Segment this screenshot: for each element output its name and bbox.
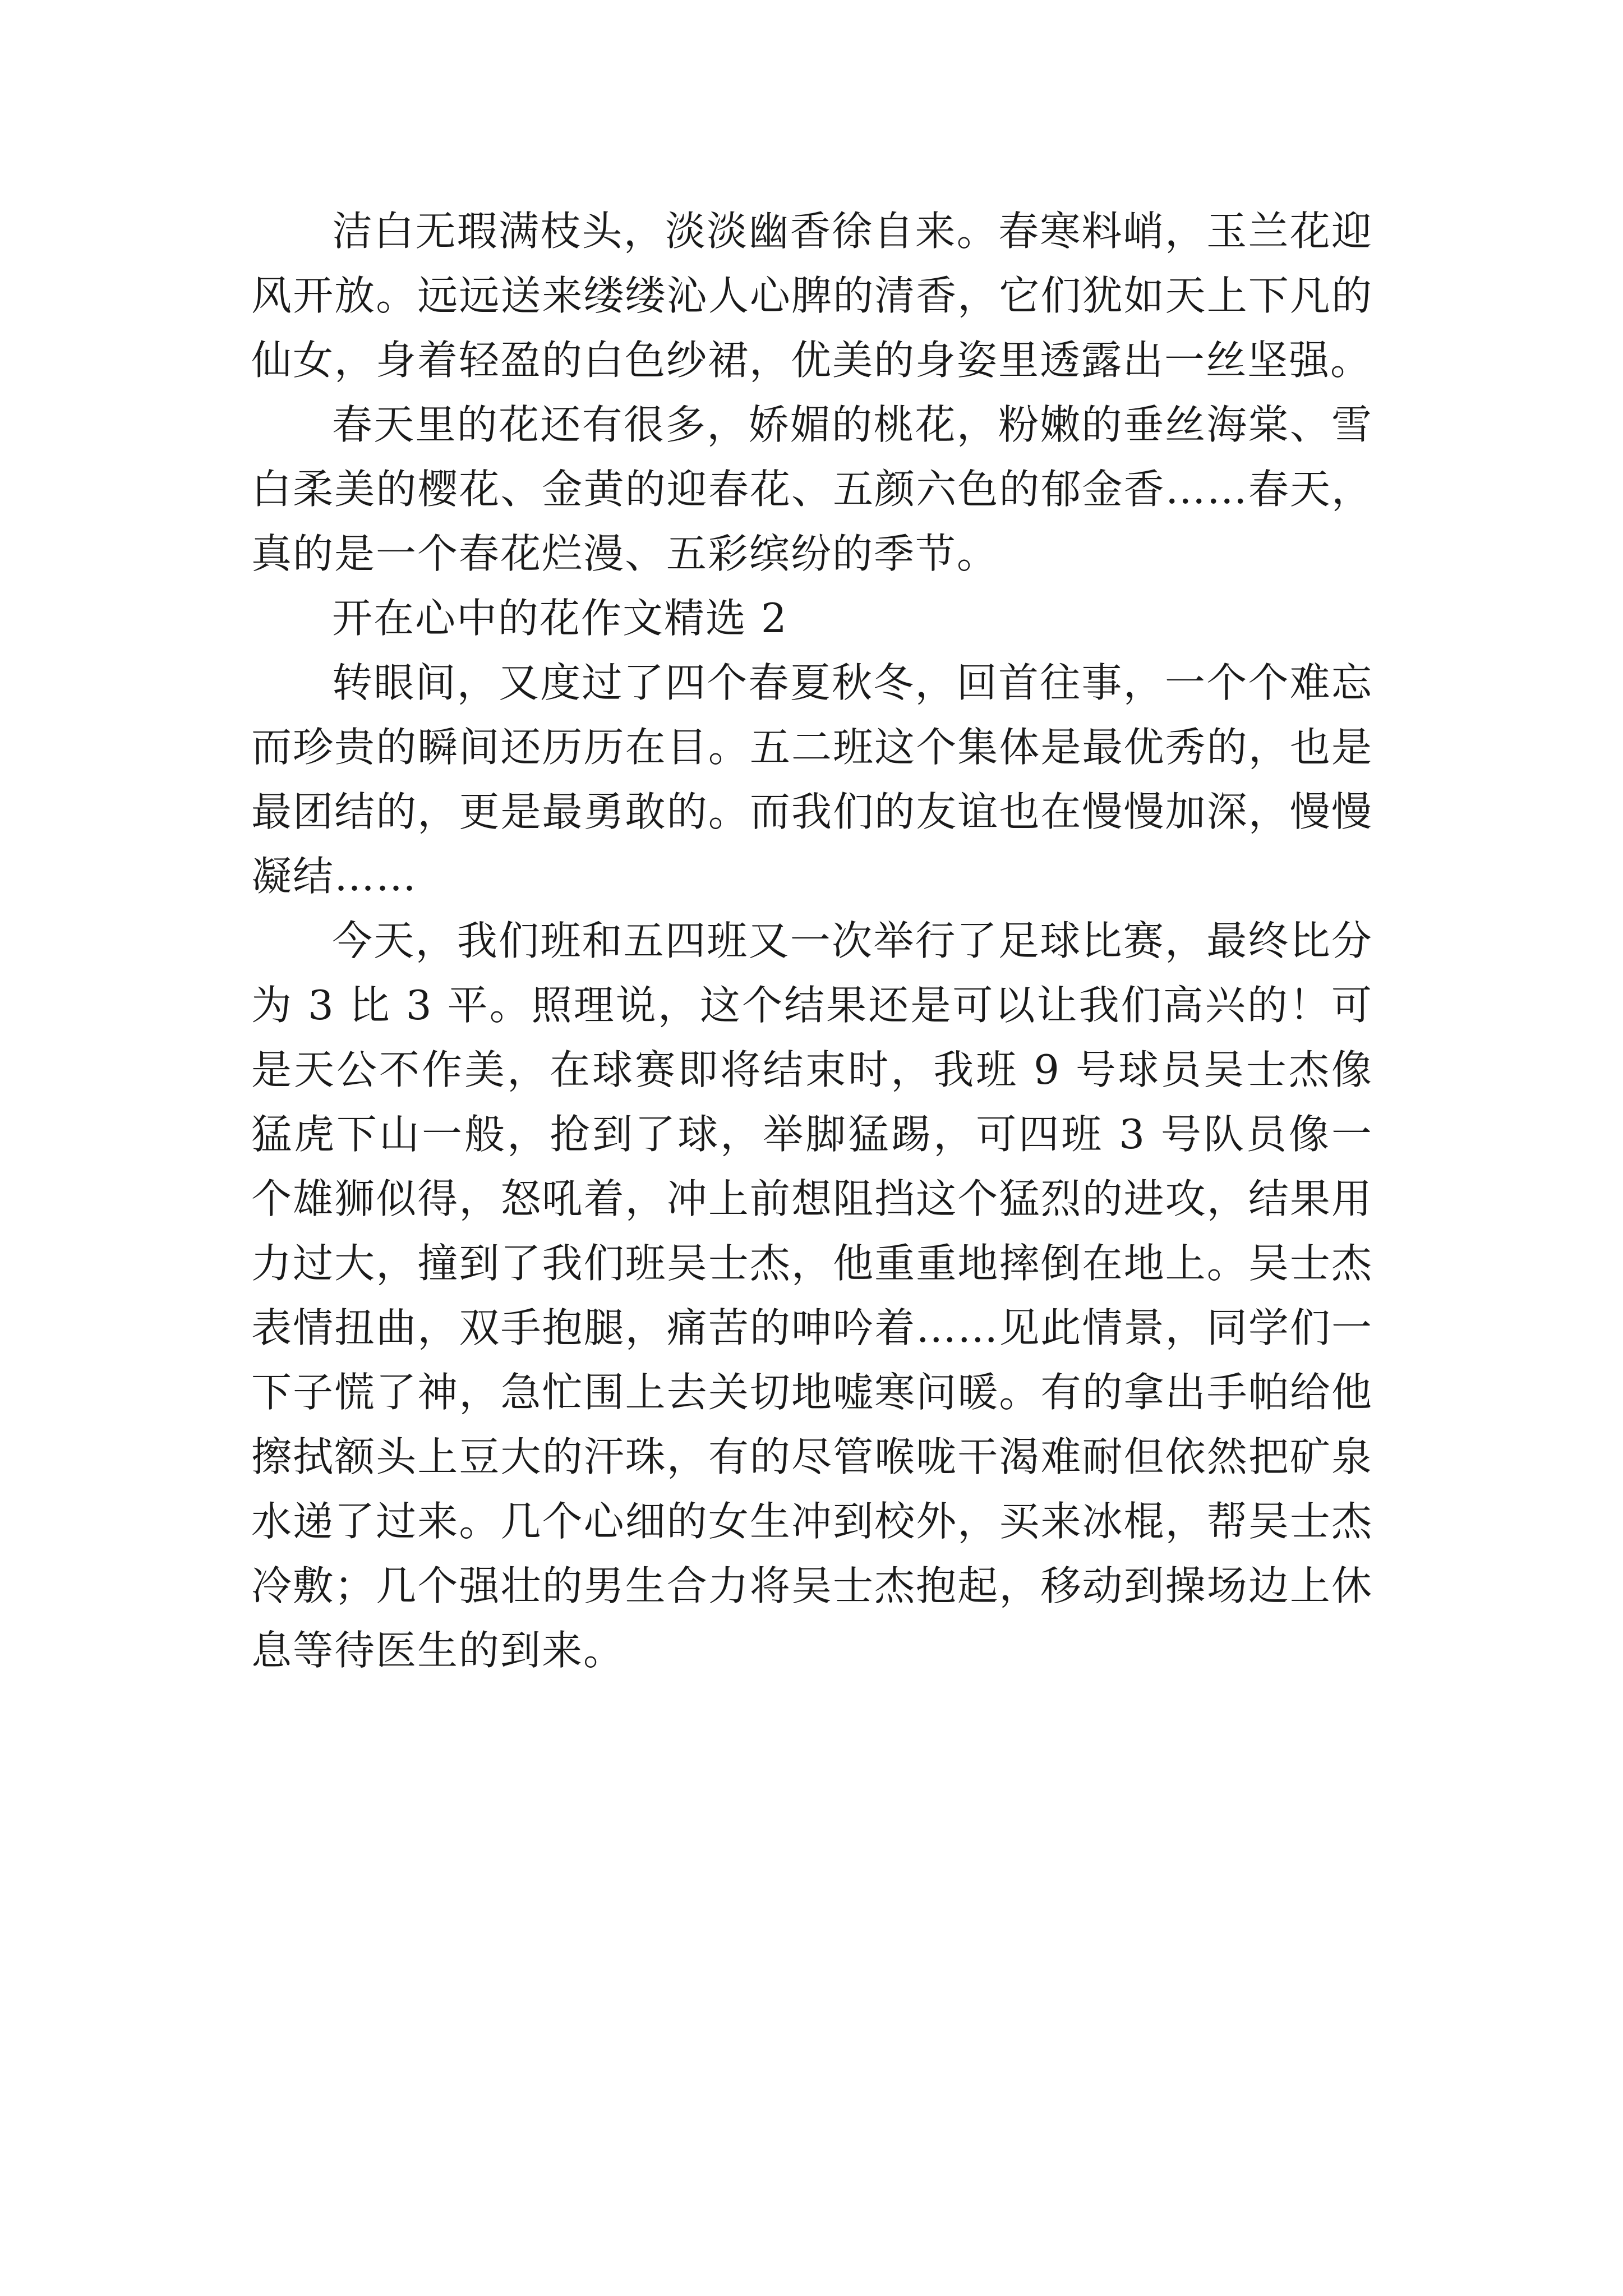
paragraph-class-memories: 转眼间，又度过了四个春夏秋冬，回首往事，一个个难忘而珍贵的瞬间还历历在目。五二班这个集体是最优秀的，也是最团结的，更是最勇敢的。而我们的友谊也在慢慢加深，慢慢凝结…… — [251, 659, 1373, 900]
paragraph-spring-flowers: 春天里的花还有很多，娇媚的桃花，粉嫩的垂丝海棠、雪白柔美的樱花、金黄的迎春花、五颜六色的郁金香……春天，真的是一个春花烂漫、五彩缤纷的季节。 — [251, 401, 1373, 577]
paragraph-football-match: 今天，我们班和五四班又一次举行了足球比赛，最终比分为 3 比 3 平。照理说，这个结果还是可以让我们高兴的！可是天公不作美，在球赛即将结束时，我班 9 号球员吴士杰像猛虎下山一般，抢到了球，举脚猛踢，可四班 3 号队员像一个雄狮似得，怒吼着，冲上前想阻挡这个猛烈的进攻，结果用力过大，撞到了我们班吴士杰，他重重地摔倒在地上。吴士杰表情扭曲，双手抱腿，痛苦的呻吟着……见此情景，同学们一下子慌了神，急忙围上去关切地嘘寒问暖。有的拿出手帕给他擦拭额头上豆大的汗珠，有的尽管喉咙干渴难耐但依然把矿泉水递了过来。几个心细的女生冲到校外，买来冰棍，帮吴士杰冷敷；几个强壮的男生合力将吴士杰抱起，移动到操场边上休息等待医生的到来。 — [251, 917, 1373, 1674]
section-heading: 开在心中的花作文精选 2 — [332, 595, 788, 642]
document-body — [251, 199, 1373, 1683]
paragraph-magnolia: 洁白无瑕满枝头，淡淡幽香徐自来。春寒料峭，玉兰花迎风开放。远远送来缕缕沁人心脾的清香，它们犹如天上下凡的仙女，身着轻盈的白色纱裙，优美的身姿里透露出一丝坚强。 — [251, 208, 1373, 384]
